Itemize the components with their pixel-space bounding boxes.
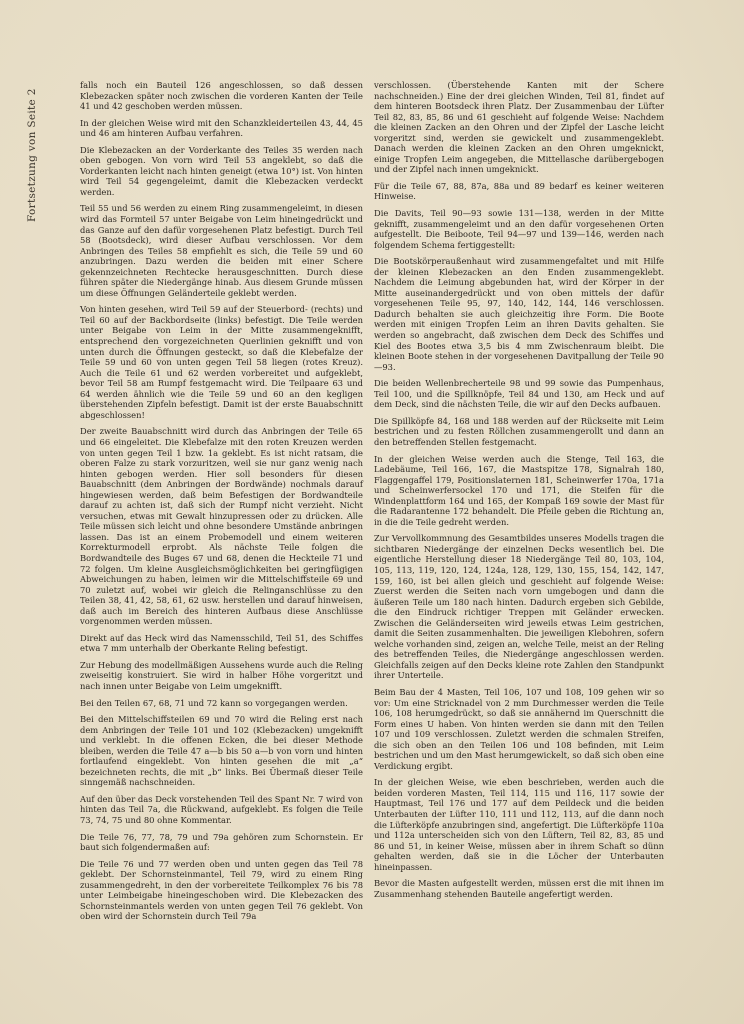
paragraph: Die Davits, Teil 90—93 sowie 131—138, werden in der Mitte geknifft, zusammengeleimt und an den dafür vorgesehenen Orten aufgestellt. Die Beiboote, Teil 94—97 und 139—146, werden nach folgendem Schema fertiggestellt: — [374, 208, 664, 250]
paragraph: Bevor die Masten aufgestellt werden, müssen erst die mit ihnen im Zusammenhang stehenden Bauteile angefertigt werden. — [374, 878, 664, 899]
paragraph: Die Teile 76 und 77 werden oben und unten gegen das Teil 78 geklebt. Der Schornsteinmantel, Teil 79, wird zu einem Ring zusammengedreht, in den der vorbereitete Teilkomplex 76 bis 78 unter Leimbeigabe hineingeschoben wird. Die Klebezacken des Schornsteinmantels werden von unten gegen Teil 76 geklebt. Von oben wird der Schornstein durch Teil 79a — [80, 858, 363, 922]
right-text-column — [374, 80, 664, 905]
paragraph: Die Bootskörperaußenhaut wird zusammengefaltet und mit Hilfe der kleinen Klebezacken an den Enden zusammengeklebt. Nachdem die Leimung abgebunden hat, wird der Körper in der Mitte auseinandergedrückt und von oben mittels der dafür vorgesehenen Teile 95, 97, 140, 142, 144, 146 verschlossen. Dadurch behalten sie auch gleichzeitig ihre Form. Die Boote werden mit einigen Tropfen Leim an ihren Davits gehalten. Sie werden so angebracht, daß zwischen dem Deck des Schiffes und Kiel des Bootes etwa 3,5 bis 4 mm Zwischenraum bleibt. Die kleinen Boote stehen in der vorgesehenen Davitpallung der Teile 90—93. — [374, 256, 664, 372]
paragraph: Von hinten gesehen, wird Teil 59 auf der Steuerbord- (rechts) und Teil 60 auf der Backbordseite (links) befestigt. Die Teile werden unter Beigabe von Leim in der Mitte zusammengeknifft, entsprechend den vorgezeichneten Querlinien geknifft und von unten durch die Öffnungen gesteckt, so daß die Klebefalze der Teile 59 und 60 von unten gegen Teil 58 liegen (rotes Kreuz). Auch die Teile 61 und 62 werden vorbereitet und aufgeklebt, bevor Teil 58 am Rumpf festgemacht wird. Die Teilpaare 63 und 64 werden ähnlich wie die Teile 59 und 60 an den kegligen überstehenden Zipfeln befestigt. Damit ist der erste Bauabschnitt abgeschlossen! — [80, 304, 363, 420]
paragraph: Die Klebezacken an der Vorderkante des Teiles 35 werden nach oben gebogen. Von vorn wird Teil 53 angeklebt, so daß die Vorderkanten leicht nach hinten geneigt (etwa 10°) ist. Von hinten wird Teil 54 gegengeleimt, damit die Klebezacken verdeckt werden. — [80, 144, 363, 197]
paragraph: In der gleichen Weise werden auch die Stenge, Teil 163, die Ladebäume, Teil 166, 167, die Mastspitze 178, Signalrah 180, Flaggengaffel 179, Positionslaternen 181, Scheinwerfer 170a, 171a und Scheinwerfersockel 170 und 171, die Steifen für die Windenplattform 164 und 165, der Kompaß 169 sowie der Mast für die Radarantenne 172 behandelt. Die Pfeile geben die Richtung an, in die die Teile gedreht werden. — [374, 453, 664, 527]
paragraph: falls noch ein Bauteil 126 angeschlossen, so daß dessen Klebezacken später noch zwischen die vorderen Kanten der Teile 41 und 42 geschoben werden müssen. — [80, 80, 363, 112]
paragraph: Teil 55 und 56 werden zu einem Ring zusammengeleimt, in diesen wird das Formteil 57 unter Beigabe von Leim hineingedrückt und das Ganze auf den dafür vorgesehenen Platz befestigt. Durch Teil 58 (Bootsdeck), wird dieser Aufbau verschlossen. Vor dem Anbringen des Teiles 58 empfiehlt es sich, die Teile 59 und 60 anzubringen. Dazu werden die beiden mit einer Schere gekennzeichneten Rechtecke herausgeschnitten. Durch diese führen später die Niedergänge hinab. Aus diesem Grunde müssen um diese Öffnungen Geländerteile geklebt werden. — [80, 203, 363, 298]
paragraph: In der gleichen Weise, wie eben beschrieben, werden auch die beiden vorderen Masten, Teil 114, 115 und 116, 117 sowie der Hauptmast, Teil 176 und 177 auf dem Peildeck und die beiden Unterbauten der Lüfter 110, 111 und 112, 113, auf die dann noch die Lüfterköpfe anzubringen sind, angefertigt. Die Lüfterköpfe 110a und 112a unterscheiden sich von den Lüftern, Teil 82, 83, 85 und 86 und 51, in keiner Weise, müssen aber in ihrem Schaft so dünn gehalten werden, daß sie in die Löcher der Unterbauten hineinpassen. — [374, 777, 664, 872]
paragraph: Die beiden Wellenbrecherteile 98 und 99 sowie das Pumpenhaus, Teil 100, und die Spillknöpfe, Teil 84 und 130, am Heck und auf dem Deck, sind die nächsten Teile, die wir auf den Decks aufbauen. — [374, 378, 664, 410]
paragraph: Die Spillköpfe 84, 168 und 188 werden auf der Rückseite mit Leim bestrichen und zu festen Röllchen zusammengerollt und dann an den betreffenden Stellen festgemacht. — [374, 415, 664, 447]
paragraph: Bei den Teilen 67, 68, 71 und 72 kann so vorgegangen werden. — [80, 697, 348, 708]
paragraph: In der gleichen Weise wird mit den Schanzkleiderteilen 43, 44, 45 und 46 am hinteren Aufbau verfahren. — [80, 117, 363, 139]
paragraph: Für die Teile 67, 88, 87a, 88a und 89 bedarf es keiner weiteren Hinweise. — [374, 180, 664, 202]
side-note-text: Fortsetzung von Seite 2 — [26, 88, 38, 222]
paragraph: Die Teile 76, 77, 78, 79 und 79a gehören zum Schornstein. Er baut sich folgendermaßen auf: — [80, 831, 363, 853]
paragraph: Auf den über das Deck vorstehenden Teil des Spant Nr. 7 wird von hinten das Teil 7a, die Rückwand, aufgeklebt. Es folgen die Teile 73, 74, 75 und 80 ohne Kommentar. — [80, 793, 363, 825]
page-continuation-note — [26, 62, 42, 222]
paragraph: Der zweite Bauabschnitt wird durch das Anbringen der Teile 65 und 66 eingeleitet. Die Klebefalze mit den roten Kreuzen werden von unten gegen Teil 1 bzw. 1a geklebt. Es ist nicht ratsam, die oberen Falze zu stark vorzuritzen, weil sie nur ganz wenig nach hinten gebogen werden. Hier soll besonders für diesen Bauabschnitt (dem Anbringen der Bordwände) nochmals darauf hingewiesen werden, daß beim Befestigen der Bordwandteile darauf zu achten ist, daß sich der Rumpf nicht verzieht. Nicht versuchen, etwas mit Gewalt hinzupressen oder zu drücken. Alle Teile müssen sich leicht und ohne besondere Umstände anbringen lassen. Das ist an einem Probemodell und einem weiteren Korrekturmodell erprobt. Als nächste Teile folgen die Bordwandteile des Buges 67 und 68, denen die Heckteile 71 und 72 folgen. Um kleine Ausgleichsmöglichkeiten bei geringfügigen Abweichungen zu haben, leimen wir die Mittelschiffsteile 69 und 70 zuletzt auf, wobei wir gleich die Relinganschlüsse zu den Teilen 38, 41, 42, 58, 61, 62 usw. herstellen und darauf hinweisen, daß auch im Bereich des hinteren Aufbaus diese Anschlüsse vorgenommen werden müssen. — [80, 426, 363, 627]
paragraph: Zur Vervollkommnung des Gesamtbildes unseres Modells tragen die sichtbaren Niedergänge der einzelnen Decks wesentlich bei. Die eigentliche Herstellung dieser 18 Niedergänge Teil 80, 103, 104, 105, 113, 119, 120, 124, 124a, 128, 129, 130, 155, 154, 142, 147, 159, 160, ist bei allen gleich und geschieht auf folgende Weise: Zuerst werden die Seiten nach vorn umgebogen und dann die äußeren Teile um 180 nach hinten. Dadurch ergeben sich Gebilde, die den Eindruck richtiger Treppen mit Geländer erwecken. Zwischen die Geländerseiten wird jeweils etwas Leim gestrichen, damit die Seiten zusammenhalten. Die jeweiligen Klebohren, sofern welche vorhanden sind, zeigen an, welche Teile, meist an der Reling des betreffenden Teiles, die Niedergänge angeschlossen werden. Gleichfalls zeigen auf den Decks kleine rote Zahlen den Standpunkt ihrer Unterteile. — [374, 533, 664, 681]
paragraph: Bei den Mittelschiffsteilen 69 und 70 wird die Reling erst nach dem Anbringen der Teile 101 und 102 (Klebezacken) umgeknifft und verklebt. In die offenen Ecken, die bei dieser Methode bleiben, werden die Teile 47 a—b bis 50 a—b von vorn und hinten fortlaufend eingeklebt. Von hinten gesehen die mit „a“ bezeichneten rechts, die mit „b“ links. Bei Übermaß dieser Teile sinngemäß nachschneiden. — [80, 714, 363, 788]
paragraph: Zur Hebung des modellmäßigen Aussehens wurde auch die Reling zweiseitig konstruiert. Sie wird in halber Höhe vorgeritzt und nach innen unter Beigabe von Leim umgeknifft. — [80, 659, 363, 691]
left-text-column — [80, 80, 363, 928]
paragraph: verschlossen. (Überstehende Kanten mit der Schere nachschneiden.) Eine der drei gleichen Winden, Teil 81, findet auf dem hinteren Bootsdeck ihren Platz. Der Zusammenbau der Lüfter Teil 82, 83, 85, 86 und 61 geschieht auf folgende Weise: Nachdem die kleinen Zacken an den Ohren und der Zipfel der Lasche leicht vorgeritzt sind, werden sie gewickelt und zusammengeklebt. Danach werden die kleinen Zacken an den Ohren umgeknickt, einige Tropfen Leim angegeben, die Mittellasche darübergebogen und der Zipfel nach innen umgeknickt. — [374, 80, 664, 175]
paragraph: Beim Bau der 4 Masten, Teil 106, 107 und 108, 109 gehen wir so vor: Um eine Stricknadel von 2 mm Durchmesser werden die Teile 106, 108 herumgedrückt, so daß sie annähernd im Querschnitt die Form eines U haben. Von hinten werden sie dann mit den Teilen 107 und 109 verschlossen. Zuletzt werden die schmalen Streifen, die sich oben an den Teilen 106 und 108 befinden, mit Leim bestrichen und um den Mast herumgewickelt, so daß sich oben eine Verdickung ergibt. — [374, 686, 664, 771]
paragraph: Direkt auf das Heck wird das Namensschild, Teil 51, des Schiffes etwa 7 mm unterhalb der Oberkante Reling befestigt. — [80, 632, 363, 654]
